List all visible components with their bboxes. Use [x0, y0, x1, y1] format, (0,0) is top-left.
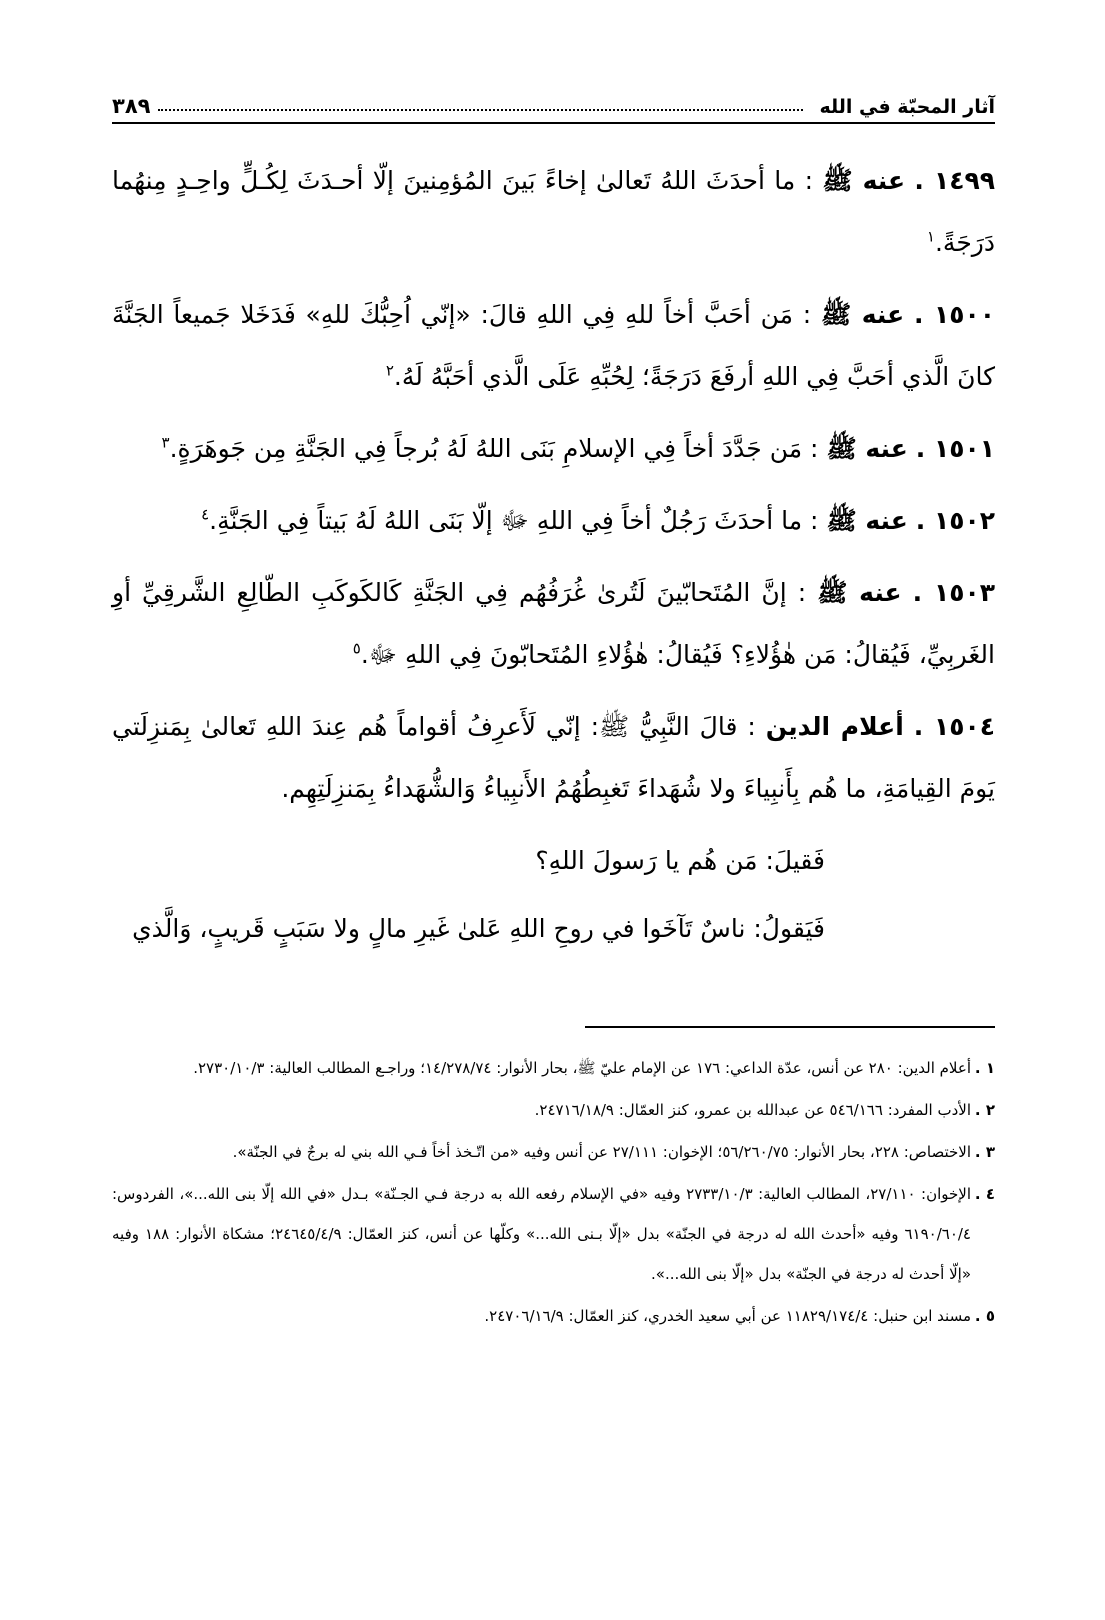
entry-text: : ما أحدَثَ اللهُ تَعالىٰ إخاءً بَينَ المُؤمِنينَ إلّا أحـدَثَ لِكُـلٍّ واحِـدٍ مِنهُما دَرَجَةً. [112, 166, 995, 257]
entry-source: أعلام الدين [765, 712, 904, 741]
entry-text: : إنَّ المُتَحابّينَ لَتُرىٰ غُرَفُهُم فِي الجَنَّةِ كَالكَوكَبِ الطّالِعِ الشَّرقِيِّ أوِ الغَربِيِّ، فَيُقالُ: مَن هٰؤُلاءِ؟ فَيُقالُ: هٰؤُلاءِ المُتَحابّونَ فِي اللهِ ﷻ. [112, 578, 995, 669]
footnote [112, 1048, 995, 1088]
entry-text: : مَن جَدَّدَ أخاً فِي الإسلامِ بَنَى اللهُ لَهُ بُرجاً فِي الجَنَّةِ مِن جَوهَرَةٍ. [169, 434, 819, 463]
main-text [112, 150, 995, 966]
footnote-number: ٤ . [974, 1185, 995, 1203]
entry-text: : قالَ النَّبِيُّ ﷺ: إنّي لَأَعرِفُ أقواماً هُم عِندَ اللهِ تَعالىٰ بِمَنزِلَتي يَومَ القِيامَةِ، ما هُم بِأَنبِياءَ ولا شُهَداءَ تَغبِطُهُمُ الأَنبِياءُ وَالشُّهَداءُ بِمَنزِلَتِهِم. [112, 712, 995, 803]
footnote-rule [585, 1026, 995, 1028]
footnote [112, 1296, 995, 1336]
footnote [112, 1132, 995, 1172]
running-header [112, 72, 995, 118]
footnote-text: أعلام الدين: ٢٨٠ عن أنس، عدّة الداعي: ١٧٦ عن الإمام عليّ ﷺ، بحار الأنوار: ١٤/٢٧٨/٧٤؛ وراجـع المطالب العالية: ٢٧٣٠/١٠/٣. [193, 1059, 971, 1077]
footnote-marker: ٢ [385, 361, 394, 380]
entry-number: ١٤٩٩ . [914, 166, 995, 195]
page-number: ٣٨٩ [112, 94, 151, 118]
entry-source: عنه ﷺ [817, 578, 902, 607]
footnote-marker: ٣ [161, 433, 170, 452]
footnote-text: مسند ابن حنبل: ١١٨٢٩/١٧٤/٤ عن أبي سعيد الخدري، كنز العمّال: ٢٤٧٠٦/١٦/٩. [484, 1307, 971, 1325]
entry-number: ١٥٠٠ . [913, 300, 996, 329]
hadith-entry [112, 150, 995, 274]
hadith-entry [112, 284, 995, 408]
entry-text: : ما أحدَثَ رَجُلٌ أخاً فِي اللهِ ﷻ إلّا بَنَى اللهُ لَهُ بَيتاً فِي الجَنَّةِ. [209, 506, 819, 535]
running-title: آثار المحبّة في الله [819, 96, 995, 118]
entry-source: عنه ﷺ [826, 434, 908, 463]
entry-text: : مَن أحَبَّ أخاً للهِ فِي اللهِ قالَ: «إنّي اُحِبُّكَ للهِ» فَدَخَلا جَميعاً الجَنَّةَ كانَ الَّذي أحَبَّ فِي اللهِ أرفَعَ دَرَجَةً؛ لِحُبِّهِ عَلَى الَّذي أحَبَّهُ لَهُ. [112, 300, 995, 391]
hadith-entry [112, 490, 995, 552]
footnote [112, 1090, 995, 1130]
hadith-entry [112, 562, 995, 686]
hadith-entry [112, 696, 995, 820]
entry-number: ١٥٠٤ . [913, 712, 996, 741]
footnote [112, 1174, 995, 1294]
entry-number: ١٥٠٢ . [915, 506, 995, 535]
footnote-text: الإخوان: ٢٧/١١٠، المطالب العالية: ٢٧٣٣/١٠/٣ وفيه «في الإسلام رفعه الله به درجة فـي الجـنّة» بـدل «في الله إلّا بنى الله...»، الفردوس: ٦١٩٠/٦٠/٤ وفيه «أحدث الله له درجة في الجنّة» بدل «إلّا بـنى الله...» وكلّها عن أنس، كنز العمّال: ٢٤٦٤٥/٤/٩؛ مشكاة الأنوار: ١٨٨ وفيه «إلّا أحدث له درجة في الجنّة» بدل «إلّا بنى الله...». [112, 1185, 972, 1283]
header-dot-leader [158, 109, 803, 111]
footnotes [112, 1048, 995, 1338]
entry-source: عنه ﷺ [826, 506, 908, 535]
entry-source: عنه ﷺ [822, 166, 906, 195]
header-rule [112, 122, 995, 124]
footnote-text: الاختصاص: ٢٢٨، بحار الأنوار: ٥٦/٢٦٠/٧٥؛ الإخوان: ٢٧/١١١ عن أنس وفيه «من اتّـخذ أخاً فـي الله بني له برجٌ في الجنّة». [232, 1143, 971, 1161]
entry-source: عنه ﷺ [820, 300, 905, 329]
continuation-line: فَيَقولُ: ناسٌ تَآخَوا في روحِ اللهِ عَلىٰ غَيرِ مالٍ ولا سَبَبٍ قَريبٍ، وَالَّذي [132, 914, 825, 943]
footnote-marker: ٤ [201, 505, 210, 524]
footnote-number: ٥ . [974, 1307, 995, 1325]
footnote-number: ١ . [974, 1059, 995, 1077]
hadith-entry [112, 418, 995, 480]
entry-number: ١٥٠١ . [915, 434, 995, 463]
footnote-marker: ١ [926, 227, 935, 246]
continuation-line: فَقيلَ: مَن هُم يا رَسولَ اللهِ؟ [535, 846, 825, 875]
footnote-marker: ٥ [352, 639, 361, 658]
footnote-number: ٣ . [974, 1143, 995, 1161]
footnote-number: ٢ . [974, 1101, 995, 1119]
entry-number: ١٥٠٣ . [912, 578, 995, 607]
footnote-text: الأدب المفرد: ٥٤٦/١٦٦ عن عبدالله بن عمرو، كنز العمّال: ٢٤٧١٦/١٨/٩. [534, 1101, 971, 1119]
